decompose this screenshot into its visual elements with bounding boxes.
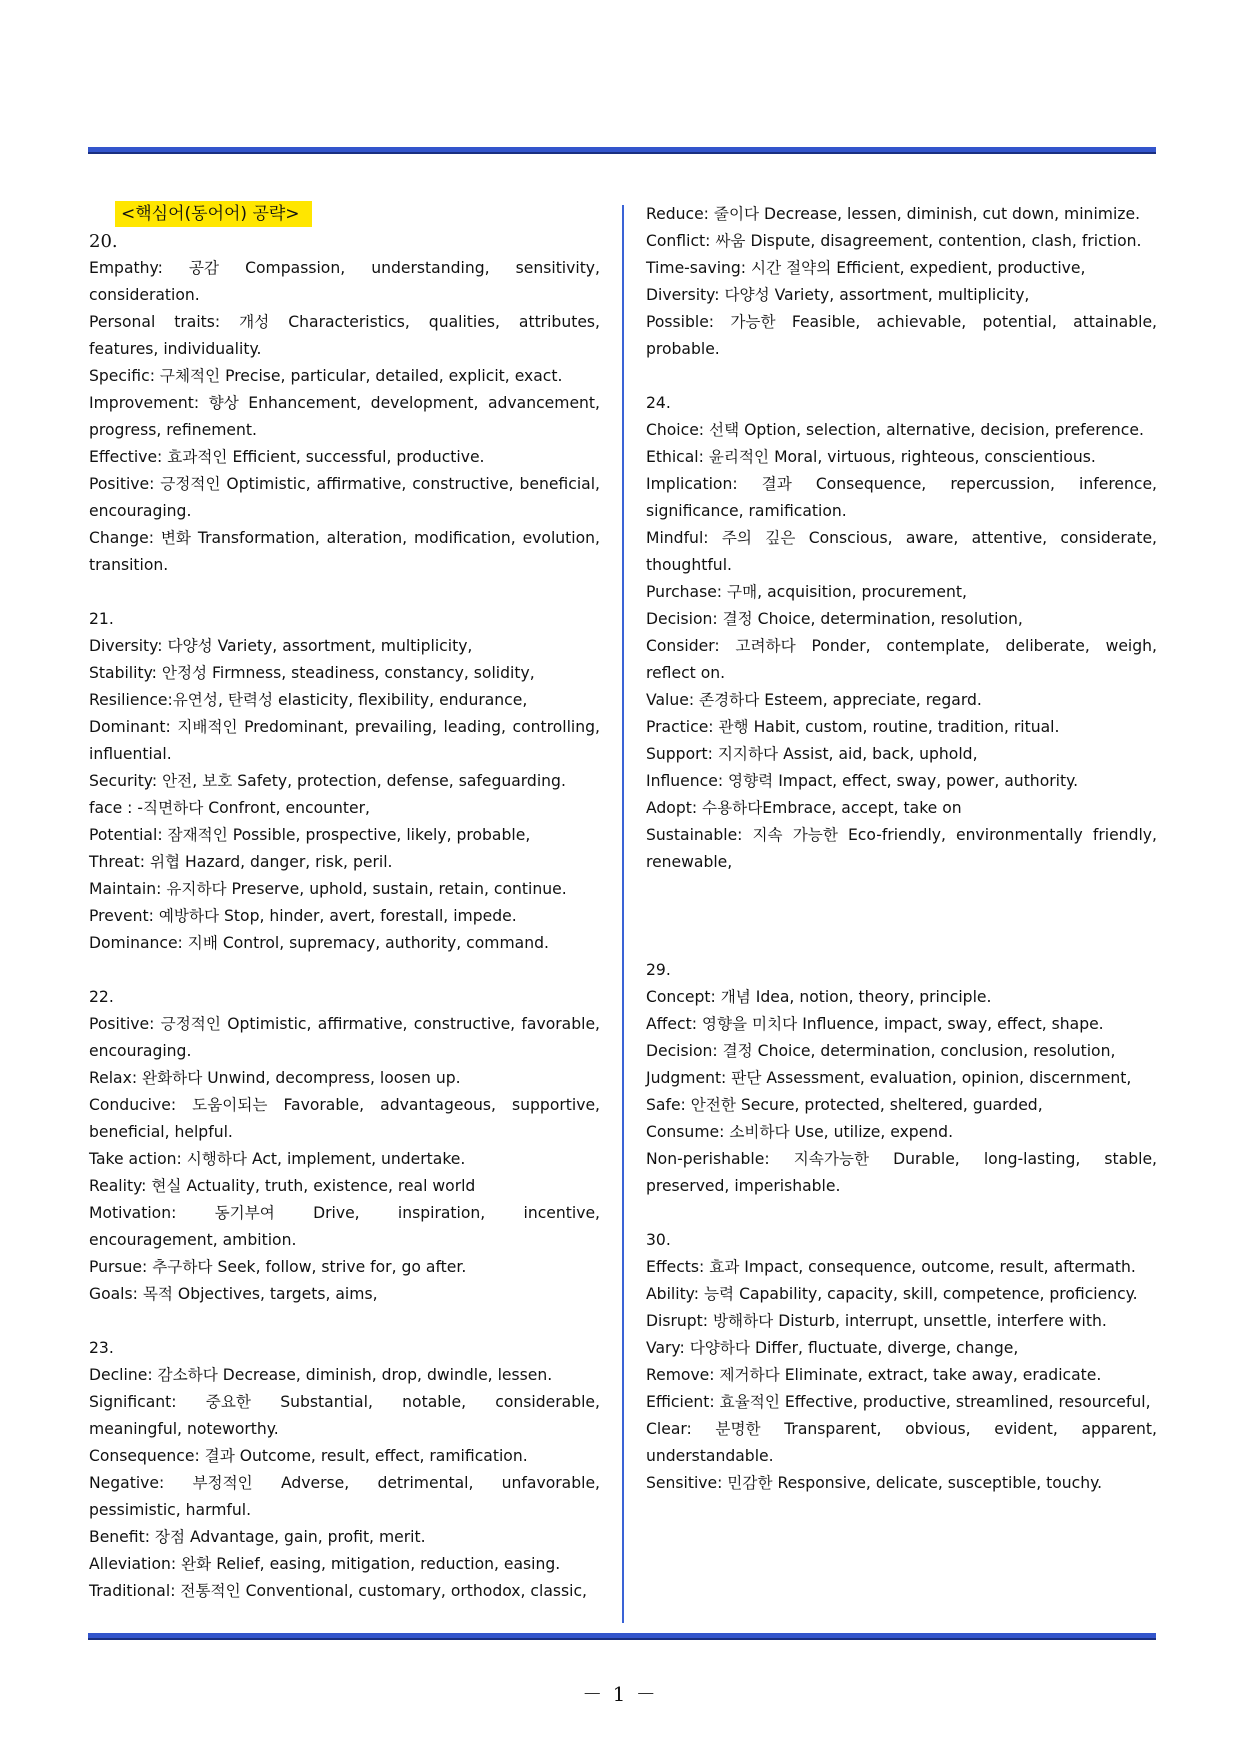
vocab-entry: Potential: 잠재적인 Possible, prospective, likely, probable, bbox=[89, 826, 531, 844]
vocab-entry: Diversity: 다양성 Variety, assortment, multiplicity, bbox=[89, 637, 473, 655]
vocab-entry: Specific: 구체적인 Precise, particular, detailed, explicit, exact. bbox=[89, 367, 563, 385]
column-divider bbox=[622, 205, 624, 1623]
vocab-section bbox=[646, 876, 1157, 1200]
vocab-entry: Ability: 능력 Capability, capacity, skill, competence, proficiency. bbox=[646, 1285, 1138, 1303]
vocab-section bbox=[646, 201, 1157, 363]
vocab-section bbox=[89, 228, 600, 579]
vocab-section bbox=[89, 984, 600, 1308]
vocab-entry: Decision: 결정 Choice, determination, conclusion, resolution, bbox=[646, 1042, 1116, 1060]
vocab-entry: Efficient: 효율적인 Effective, productive, streamlined, resourceful, bbox=[646, 1393, 1151, 1411]
vocab-entry: Threat: 위협 Hazard, danger, risk, peril. bbox=[89, 853, 393, 871]
vocab-entry: Stability: 안정성 Firmness, steadiness, constancy, solidity, bbox=[89, 664, 535, 682]
vocab-entry: Influence: 영향력 Impact, effect, sway, power, authority. bbox=[646, 772, 1079, 790]
section-number: 30. bbox=[646, 1231, 671, 1249]
vocab-entry: Resilience:유연성, 탄력성 elasticity, flexibility, endurance, bbox=[89, 691, 528, 709]
vocab-entry: Sustainable: 지속 가능한 Eco-friendly, environmentally friendly, renewable, bbox=[646, 826, 1157, 871]
vocab-entry: Time-saving: 시간 절약의 Efficient, expedient, productive, bbox=[646, 259, 1086, 277]
vocab-entry: Support: 지지하다 Assist, aid, back, uphold, bbox=[646, 745, 978, 763]
vocab-entry: Relax: 완화하다 Unwind, decompress, loosen up. bbox=[89, 1069, 461, 1087]
section-number: 21. bbox=[89, 610, 114, 628]
vocab-entry: Alleviation: 완화 Relief, easing, mitigation, reduction, easing. bbox=[89, 1555, 561, 1573]
vocab-entry: Personal traits: 개성 Characteristics, qualities, attributes, features, individuality. bbox=[89, 313, 600, 358]
vocab-entry: Decision: 결정 Choice, determination, resolution, bbox=[646, 610, 1023, 628]
vocab-entry: Dominant: 지배적인 Predominant, prevailing, leading, controlling, influential. bbox=[89, 718, 600, 763]
vocab-entry: Affect: 영향을 미치다 Influence, impact, sway, effect, shape. bbox=[646, 1015, 1104, 1033]
vocab-entry: Clear: 분명한 Transparent, obvious, evident, apparent, understandable. bbox=[646, 1420, 1157, 1465]
vocab-entry: Consequence: 결과 Outcome, result, effect, ramification. bbox=[89, 1447, 528, 1465]
vocab-entry: Sensitive: 민감한 Responsive, delicate, susceptible, touchy. bbox=[646, 1474, 1103, 1492]
vocab-entry: Security: 안전, 보호 Safety, protection, defense, safeguarding. bbox=[89, 772, 566, 790]
vocab-entry: Concept: 개념 Idea, notion, theory, principle. bbox=[646, 988, 992, 1006]
vocab-entry: Dominance: 지배 Control, supremacy, authority, command. bbox=[89, 934, 549, 952]
vocab-section bbox=[89, 606, 600, 957]
section-number: 24. bbox=[646, 394, 671, 412]
vocab-entry: Benefit: 장점 Advantage, gain, profit, merit. bbox=[89, 1528, 426, 1546]
vocab-section bbox=[89, 1335, 600, 1605]
section-spacer bbox=[646, 876, 1157, 930]
vocab-entry: Consider: 고려하다 Ponder, contemplate, deliberate, weigh, reflect on. bbox=[646, 637, 1157, 682]
vocab-entry: Value: 존경하다 Esteem, appreciate, regard. bbox=[646, 691, 982, 709]
vocab-entry: Maintain: 유지하다 Preserve, uphold, sustain, retain, continue. bbox=[89, 880, 567, 898]
section-number: 29. bbox=[646, 961, 671, 979]
vocab-entry: Safe: 안전한 Secure, protected, sheltered, guarded, bbox=[646, 1096, 1043, 1114]
vocab-entry: Take action: 시행하다 Act, implement, undertake. bbox=[89, 1150, 466, 1168]
vocab-entry: Practice: 관행 Habit, custom, routine, tradition, ritual. bbox=[646, 718, 1060, 736]
vocab-section bbox=[646, 390, 1157, 876]
vocab-entry: Vary: 다양하다 Differ, fluctuate, diverge, change, bbox=[646, 1339, 1019, 1357]
vocab-entry: Decline: 감소하다 Decrease, diminish, drop, dwindle, lessen. bbox=[89, 1366, 553, 1384]
footer-rule bbox=[88, 1633, 1156, 1640]
left-column bbox=[89, 201, 600, 1605]
vocab-entry: Possible: 가능한 Feasible, achievable, potential, attainable, probable. bbox=[646, 313, 1157, 358]
vocab-entry: Diversity: 다양성 Variety, assortment, multiplicity, bbox=[646, 286, 1030, 304]
left-sections bbox=[89, 228, 600, 1605]
vocab-entry: Non-perishable: 지속가능한 Durable, long-lasting, stable, preserved, imperishable. bbox=[646, 1150, 1157, 1195]
section-number: 20. bbox=[89, 231, 118, 252]
section-number: 23. bbox=[89, 1339, 114, 1357]
vocab-entry: Choice: 선택 Option, selection, alternative, decision, preference. bbox=[646, 421, 1144, 439]
vocab-entry: Ethical: 윤리적인 Moral, virtuous, righteous, conscientious. bbox=[646, 448, 1096, 466]
vocab-entry: Conflict: 싸움 Dispute, disagreement, contention, clash, friction. bbox=[646, 232, 1142, 250]
vocab-entry: Significant: 중요한 Substantial, notable, considerable, meaningful, noteworthy. bbox=[89, 1393, 600, 1438]
vocab-entry: Judgment: 판단 Assessment, evaluation, opinion, discernment, bbox=[646, 1069, 1132, 1087]
vocab-entry: Positive: 긍정적인 Optimistic, affirmative, constructive, beneficial, encouraging. bbox=[89, 475, 600, 520]
vocab-entry: Improvement: 향상 Enhancement, development, advancement, progress, refinement. bbox=[89, 394, 600, 439]
vocab-entry: Effective: 효과적인 Efficient, successful, productive. bbox=[89, 448, 485, 466]
vocab-entry: Pursue: 추구하다 Seek, follow, strive for, go after. bbox=[89, 1258, 467, 1276]
vocab-entry: Remove: 제거하다 Eliminate, extract, take away, eradicate. bbox=[646, 1366, 1102, 1384]
vocab-entry: Empathy: 공감 Compassion, understanding, sensitivity, consideration. bbox=[89, 259, 600, 304]
vocab-entry: Consume: 소비하다 Use, utilize, expend. bbox=[646, 1123, 954, 1141]
vocab-entry: Disrupt: 방해하다 Disturb, interrupt, unsettle, interfere with. bbox=[646, 1312, 1107, 1330]
vocab-entry: face : -직면하다 Confront, encounter, bbox=[89, 799, 370, 817]
vocab-entry: Reduce: 줄이다 Decrease, lessen, diminish, cut down, minimize. bbox=[646, 205, 1141, 223]
right-column bbox=[646, 201, 1157, 1497]
vocab-entry: Traditional: 전통적인 Conventional, customary, orthodox, classic, bbox=[89, 1582, 587, 1600]
vocab-entry: Change: 변화 Transformation, alteration, modification, evolution, transition. bbox=[89, 529, 600, 574]
vocab-entry: Implication: 결과 Consequence, repercussion, inference, significance, ramification. bbox=[646, 475, 1157, 520]
vocab-entry: Positive: 긍정적인 Optimistic, affirmative, constructive, favorable, encouraging. bbox=[89, 1015, 600, 1060]
page-title: <핵심어(동어어) 공략> bbox=[115, 201, 312, 227]
right-sections bbox=[646, 201, 1157, 1497]
vocab-entry: Adopt: 수용하다Embrace, accept, take on bbox=[646, 799, 962, 817]
vocab-entry: Purchase: 구매, acquisition, procurement, bbox=[646, 583, 967, 601]
vocab-entry: Effects: 효과 Impact, consequence, outcome, result, aftermath. bbox=[646, 1258, 1136, 1276]
vocab-entry: Reality: 현실 Actuality, truth, existence, real world bbox=[89, 1177, 476, 1195]
page-number: － 1 － bbox=[582, 1682, 658, 1706]
vocab-entry: Goals: 목적 Objectives, targets, aims, bbox=[89, 1285, 378, 1303]
vocab-entry: Prevent: 예방하다 Stop, hinder, avert, forestall, impede. bbox=[89, 907, 517, 925]
vocab-entry: Mindful: 주의 깊은 Conscious, aware, attentive, considerate, thoughtful. bbox=[646, 529, 1157, 574]
vocab-entry: Negative: 부정적인 Adverse, detrimental, unfavorable, pessimistic, harmful. bbox=[89, 1474, 600, 1519]
vocab-entry: Motivation: 동기부여 Drive, inspiration, incentive, encouragement, ambition. bbox=[89, 1204, 600, 1249]
vocab-entry: Conducive: 도움이되는 Favorable, advantageous, supportive, beneficial, helpful. bbox=[89, 1096, 600, 1141]
vocab-section bbox=[646, 1227, 1157, 1497]
header-rule bbox=[88, 147, 1156, 154]
section-number: 22. bbox=[89, 988, 114, 1006]
